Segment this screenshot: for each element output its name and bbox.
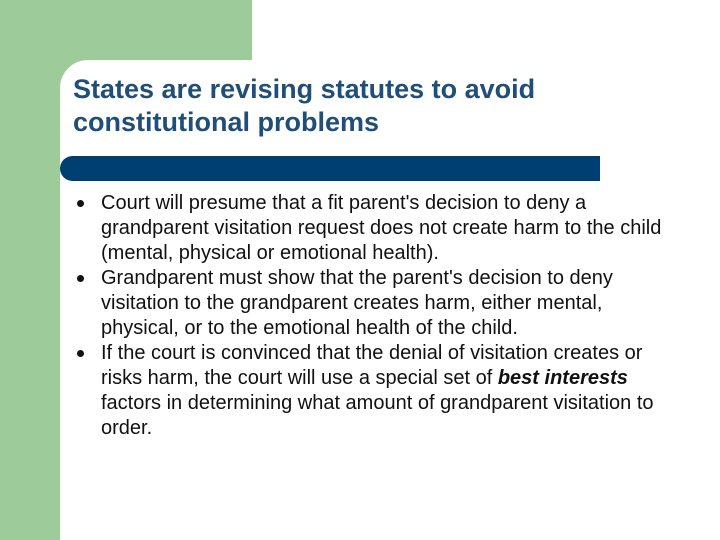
bullet-text: Grandparent must show that the parent's decision to deny visitation to the grandparent creates harm, either mental, physical, or to the emotional health of the child.	[101, 267, 613, 339]
bullet-dot-icon	[77, 275, 84, 282]
bullet-dot-icon	[77, 200, 84, 207]
title-underline-bar	[60, 156, 600, 181]
bullet-item	[0, 341, 671, 441]
bullet-item	[0, 266, 671, 341]
slide-title: States are revising statutes to avoid constitutional problems	[73, 74, 536, 137]
bullet-text-end: factors in determining what amount of grandparent visitation to order.	[101, 392, 654, 439]
bullet-dot-icon	[77, 350, 84, 357]
bullet-text: Court will presume that a fit parent's decision to deny a grandparent visitation request does not create harm to the child (mental, physical or emotional health).	[101, 192, 662, 264]
bullet-text-start: If the court is convinced that the denial of visitation creates or risks harm, the court will use a special set of	[101, 342, 643, 389]
best-interests-emphasis: best interests	[497, 367, 628, 389]
bullet-item	[0, 191, 671, 266]
bullet-list	[0, 191, 720, 441]
